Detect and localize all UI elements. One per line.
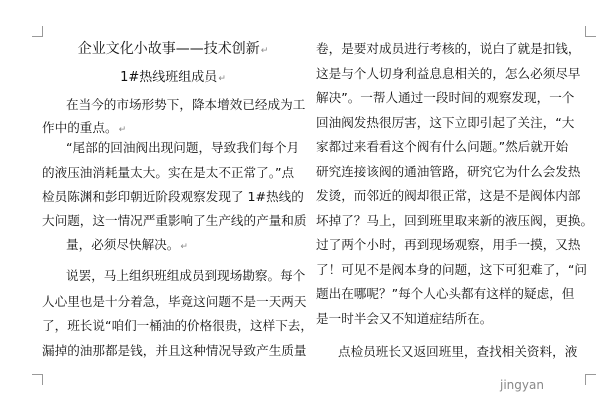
right-line: 题出在哪呢？”每个人心头都有这样的疑虑，但: [316, 286, 575, 301]
left-line: 的液压油消耗量太大。实在是太不正常了。”点: [42, 165, 295, 180]
left-line: 在当今的市场形势下，降本增效已经成为工: [66, 97, 306, 112]
watermark: jingyan: [476, 372, 568, 398]
right-line: 了！可见不是阀本身的问题，这下可犯难了，“问: [316, 262, 587, 277]
left-line: 大问题，这一情况严重影响了生产线的产量和质: [42, 213, 307, 228]
right-line: 发烫，而邻近的阀却很正常，这是不是阀体内部: [316, 188, 581, 203]
crop-mark-top-left: [32, 26, 43, 37]
document-subtitle: 1#热线班组成员↵: [120, 70, 226, 85]
left-line: 作中的重点。↵: [42, 120, 127, 135]
crop-mark-bottom-left: [32, 374, 43, 385]
document-title: 企业文化小故事——技术创新↵: [77, 41, 269, 57]
crop-mark-top-right: [585, 26, 596, 37]
right-line: 是一时半会又不知道症结所在。: [316, 311, 493, 326]
left-line: “尾部的回油阀出现问题，导致我们每个月: [66, 140, 300, 155]
right-line: 解决”。一帮人通过一段时间的观察发现，一个: [316, 90, 575, 105]
right-line: 卷，是要对成员进行考核的，说白了就是扣钱，: [316, 41, 581, 56]
right-line: 过了两个小时，再到现场观察，用手一摸，又热: [316, 237, 581, 252]
right-line: 坏掉了？马上，回到班里取来新的液压阀，更换。: [316, 213, 594, 228]
left-line: 量，必须尽快解决。↵: [66, 237, 188, 252]
right-line: 点检员班长又返回班里，查找相关资料，液: [338, 344, 578, 359]
left-line: 检员陈渊和彭印朝近阶段观察发现了 1#热线的: [42, 189, 304, 204]
right-line: 研究连接该阀的通油管路，研究它为什么会发热: [316, 164, 581, 179]
right-line: 家都过来看看这个阀有什么问题。”然后就开始: [316, 139, 569, 154]
left-line: 漏掉的油那都是钱，并且这种情况导致产生质量: [42, 343, 307, 358]
left-line: 说罢，马上组织班组成员到现场勘察。每个: [66, 268, 306, 283]
left-line: 了，班长说“咱们一桶油的价格很贵，这样下去，: [42, 318, 313, 333]
right-line: 这是与个人切身利益息息相关的，怎么必须尽早: [316, 66, 581, 81]
right-line: 回油阀发热很厉害，这下立即引起了关注，“大: [316, 115, 575, 130]
left-line: 人心里也是十分着急，毕竟这问题不是一天两天: [42, 294, 307, 309]
crop-mark-bottom-right: [585, 374, 596, 385]
